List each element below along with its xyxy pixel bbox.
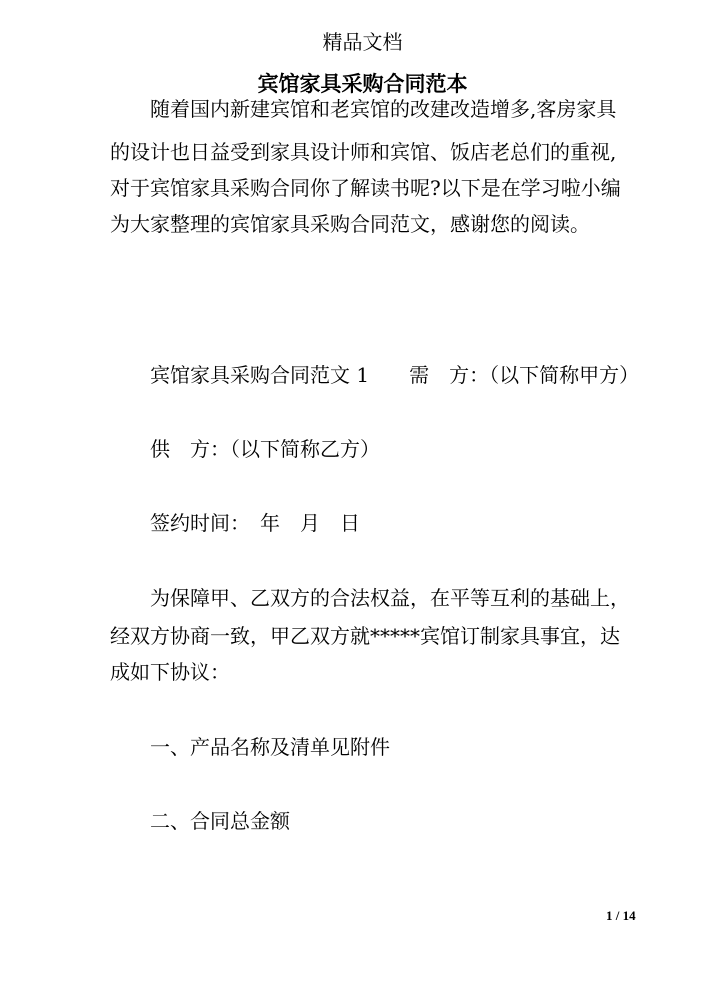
section-1-heading: 一、产品名称及清单见附件 — [150, 735, 390, 759]
supplier-line: 供 方：（以下简称乙方） — [150, 437, 380, 461]
intro-line-4: 为大家整理的宾馆家具采购合同范文，感谢您的阅读。 — [110, 212, 590, 236]
section-2-heading: 二、合同总金额 — [150, 809, 290, 833]
sign-time-line: 签约时间： 年 月 日 — [150, 511, 360, 535]
page-header: 精品文档 — [322, 30, 403, 54]
preamble-line-2: 经双方协商一致，甲乙双方就*****宾馆订制家具事宜，达 — [110, 624, 620, 648]
intro-line-2: 的设计也日益受到家具设计师和宾馆、饭店老总们的重视, — [110, 140, 617, 164]
contract-heading-line: 宾馆家具采购合同范文 1 需 方：（以下简称甲方） — [150, 363, 640, 387]
preamble-line-3: 成如下协议： — [110, 660, 230, 684]
preamble-line-1: 为保障甲、乙双方的合法权益，在平等互利的基础上， — [150, 586, 630, 610]
document-title: 宾馆家具采购合同范本 — [257, 71, 468, 96]
intro-line-1: 随着国内新建宾馆和老宾馆的改建改造增多,客房家具 — [150, 97, 617, 121]
intro-line-3: 对于宾馆家具采购合同你了解读书呢?以下是在学习啦小编 — [110, 176, 621, 200]
page-number: 1 / 14 — [606, 908, 636, 923]
